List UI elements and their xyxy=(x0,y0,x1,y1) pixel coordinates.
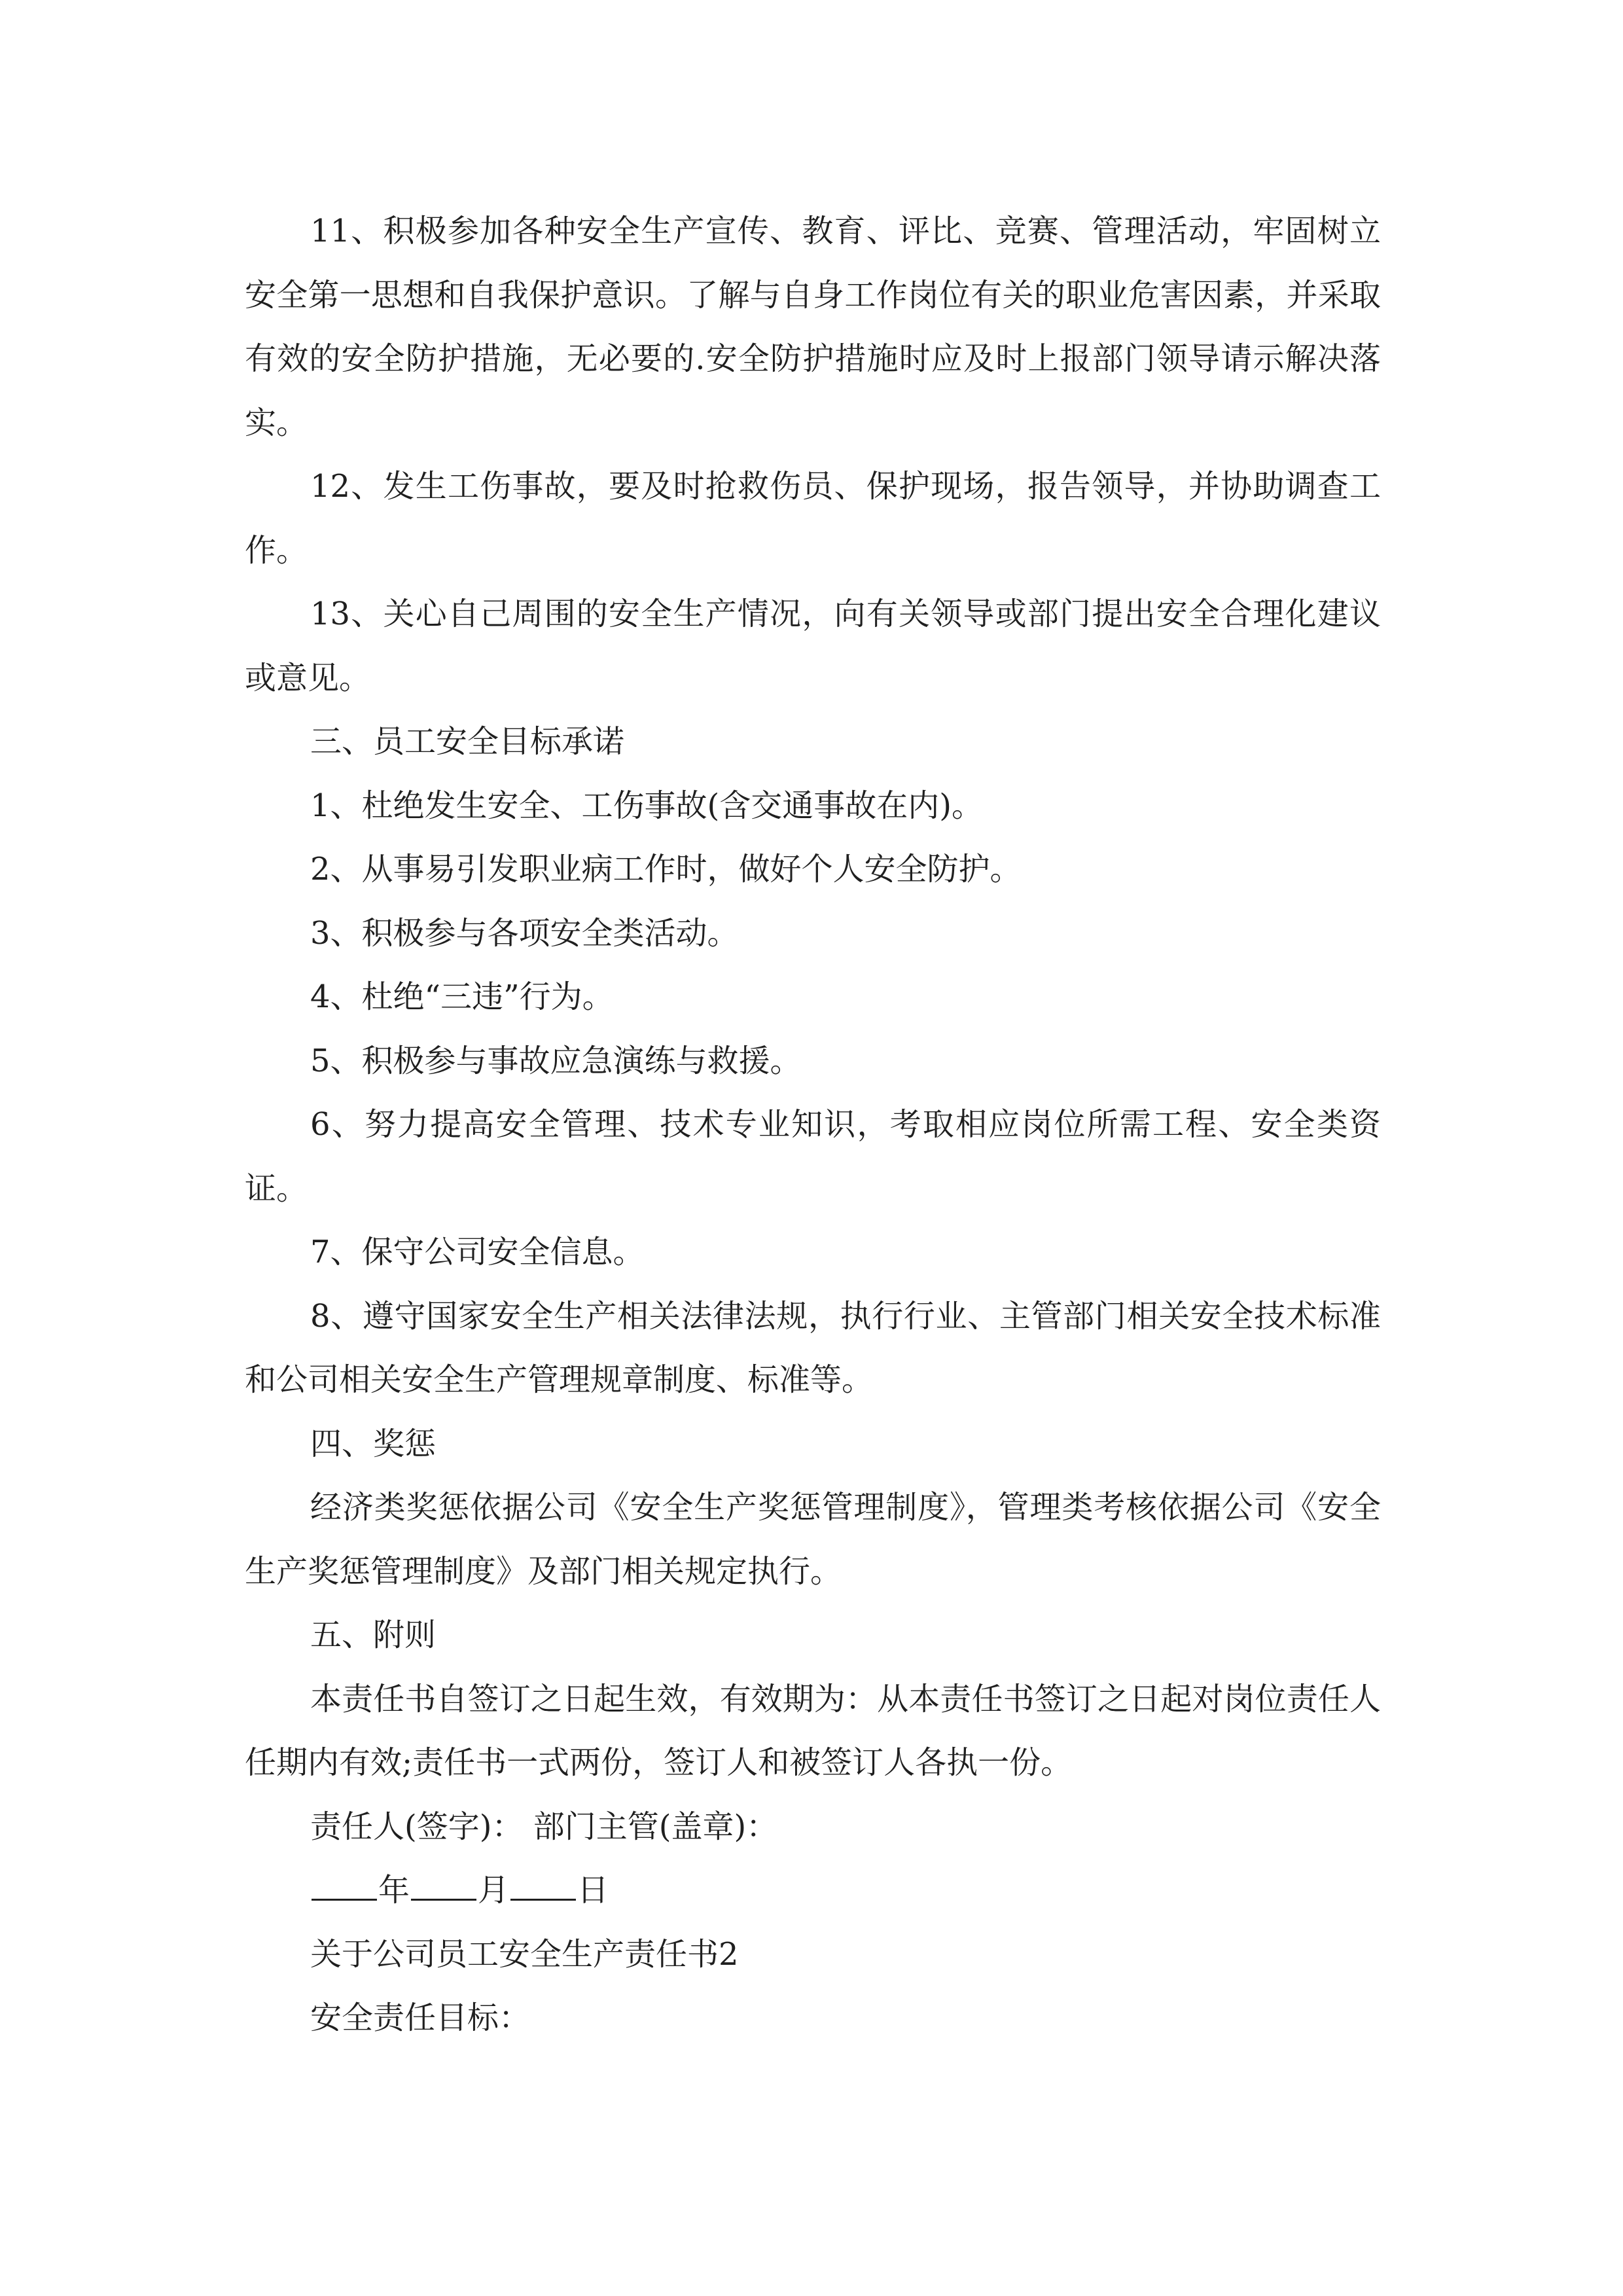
commitment-item-7: 7、保守公司安全信息。 xyxy=(310,1234,645,1270)
commitment-item-3: 3、积极参与各项安全类活动。 xyxy=(310,914,739,952)
paragraph-item-13: 13、关心自己周围的安全生产情况，向有关领导或部门提出安全合理化建议或意见。 xyxy=(245,596,1381,696)
commitment-item-1: 1、杜绝发生安全、工伤事故(含交通事故在内)。 xyxy=(310,787,983,824)
commitment-item-5: 5、积极参与事故应急演练与救援。 xyxy=(310,1042,802,1079)
day-label: 日 xyxy=(577,1872,609,1909)
year-blank xyxy=(312,1870,377,1901)
supplementary-paragraph: 本责任书自签订之日起生效，有效期为：从本责任书签订之日起对岗位责任人任期内有效;责任书一式两份，签订人和被签订人各执一份。 xyxy=(245,1680,1381,1781)
section-heading-commitment: 三、员工安全目标承诺 xyxy=(310,723,625,760)
section-heading-rewards: 四、奖惩 xyxy=(310,1425,437,1462)
rewards-paragraph: 经济类奖惩依据公司《安全生产奖惩管理制度》，管理类考核依据公司《安全生产奖惩管理制度》及部门相关规定执行。 xyxy=(245,1489,1381,1590)
document-page xyxy=(245,200,1381,2051)
month-blank xyxy=(411,1870,476,1901)
commitment-item-8: 8、遵守国家安全生产相关法律法规，执行行业、主管部门相关安全技术标准和公司相关安全生产管理规章制度、标准等。 xyxy=(245,1297,1381,1398)
section-heading-supplementary: 五、附则 xyxy=(310,1617,437,1653)
month-label: 月 xyxy=(478,1872,510,1909)
paragraph-item-12: 12、发生工伤事故，要及时抢救伤员、保护现场，报告领导，并协助调查工作。 xyxy=(245,468,1381,569)
commitment-item-2: 2、从事易引发职业病工作时，做好个人安全防护。 xyxy=(310,851,1022,888)
signature-line: 责任人(签字)： 部门主管(盖章)： xyxy=(310,1808,778,1845)
commitment-item-4: 4、杜绝“三违”行为。 xyxy=(310,978,614,1015)
document-2-title: 关于公司员工安全生产责任书2 xyxy=(310,1935,739,1973)
year-label: 年 xyxy=(378,1872,410,1909)
paragraph-item-11: 11、积极参加各种安全生产宣传、教育、评比、竞赛、管理活动，牢固树立安全第一思想和自我保护意识。了解与自身工作岗位有关的职业危害因素，并采取有效的安全防护措施，无必要的.安全防护措施时应及时上报部门领导请示解决落实。 xyxy=(245,213,1381,441)
day-blank xyxy=(510,1870,576,1901)
commitment-item-6: 6、努力提高安全管理、技术专业知识，考取相应岗位所需工程、安全类资证。 xyxy=(245,1106,1381,1207)
date-line xyxy=(245,1859,1381,1923)
safety-target-heading: 安全责任目标： xyxy=(310,2000,531,2036)
